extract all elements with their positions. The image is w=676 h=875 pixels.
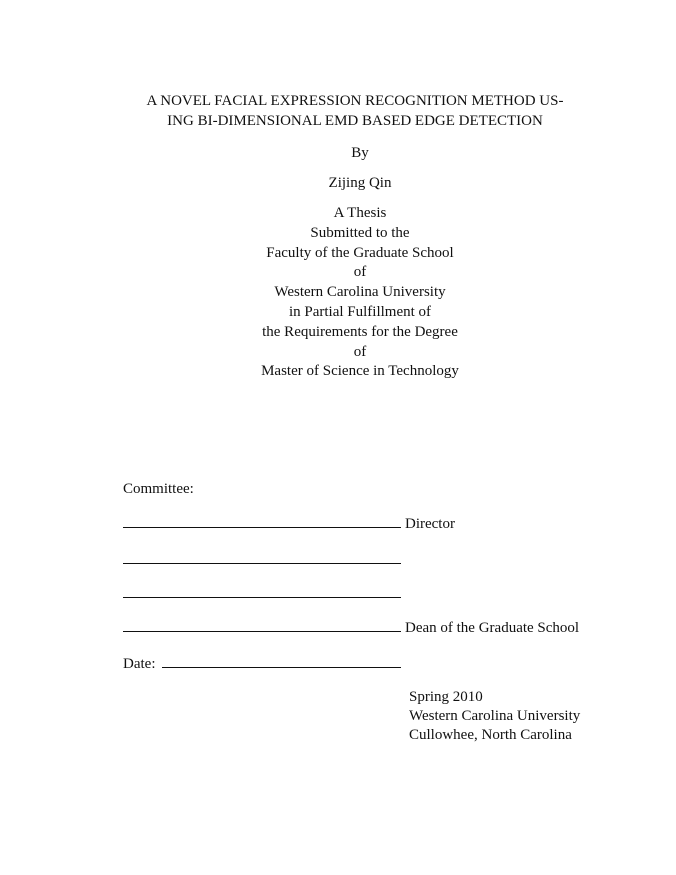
footer-block: [409, 688, 580, 745]
thesis-statement-line: Faculty of the Graduate School: [266, 244, 454, 261]
committee-member-signature-line: [123, 597, 401, 598]
footer-location: Cullowhee, North Carolina: [409, 727, 572, 743]
thesis-statement-line: in Partial Fulfillment of: [288, 303, 432, 320]
thesis-title-line-2: ING BI-DIMENSIONAL EMD BASED EDGE DETECTION: [167, 113, 543, 129]
date-label: Date:: [123, 656, 156, 672]
thesis-statement-line: Submitted to the: [310, 224, 410, 241]
thesis-statement-line: Western Carolina University: [274, 284, 446, 301]
director-signature-line: [123, 527, 401, 528]
thesis-title-line-1: A NOVEL FACIAL EXPRESSION RECOGNITION METHOD US-: [146, 93, 564, 109]
thesis-title: [120, 91, 590, 131]
date-signature-line: [162, 667, 401, 668]
by-label: By: [351, 145, 369, 161]
footer-institution: Western Carolina University: [409, 708, 581, 724]
thesis-statement: [160, 204, 560, 382]
author-name: Zijing Qin: [328, 175, 392, 191]
dean-signature-line: [123, 631, 401, 632]
footer-term: Spring 2010: [409, 689, 483, 705]
committee-label: Committee:: [123, 481, 194, 497]
director-label: Director: [405, 516, 455, 532]
thesis-statement-line: the Requirements for the Degree: [262, 323, 458, 340]
thesis-statement-line: Master of Science in Technology: [261, 363, 459, 380]
thesis-statement-line: of: [353, 264, 367, 281]
dean-label: Dean of the Graduate School: [405, 620, 580, 636]
thesis-statement-line: of: [353, 343, 367, 360]
thesis-statement-line: A Thesis: [333, 205, 387, 221]
committee-member-signature-line: [123, 563, 401, 564]
